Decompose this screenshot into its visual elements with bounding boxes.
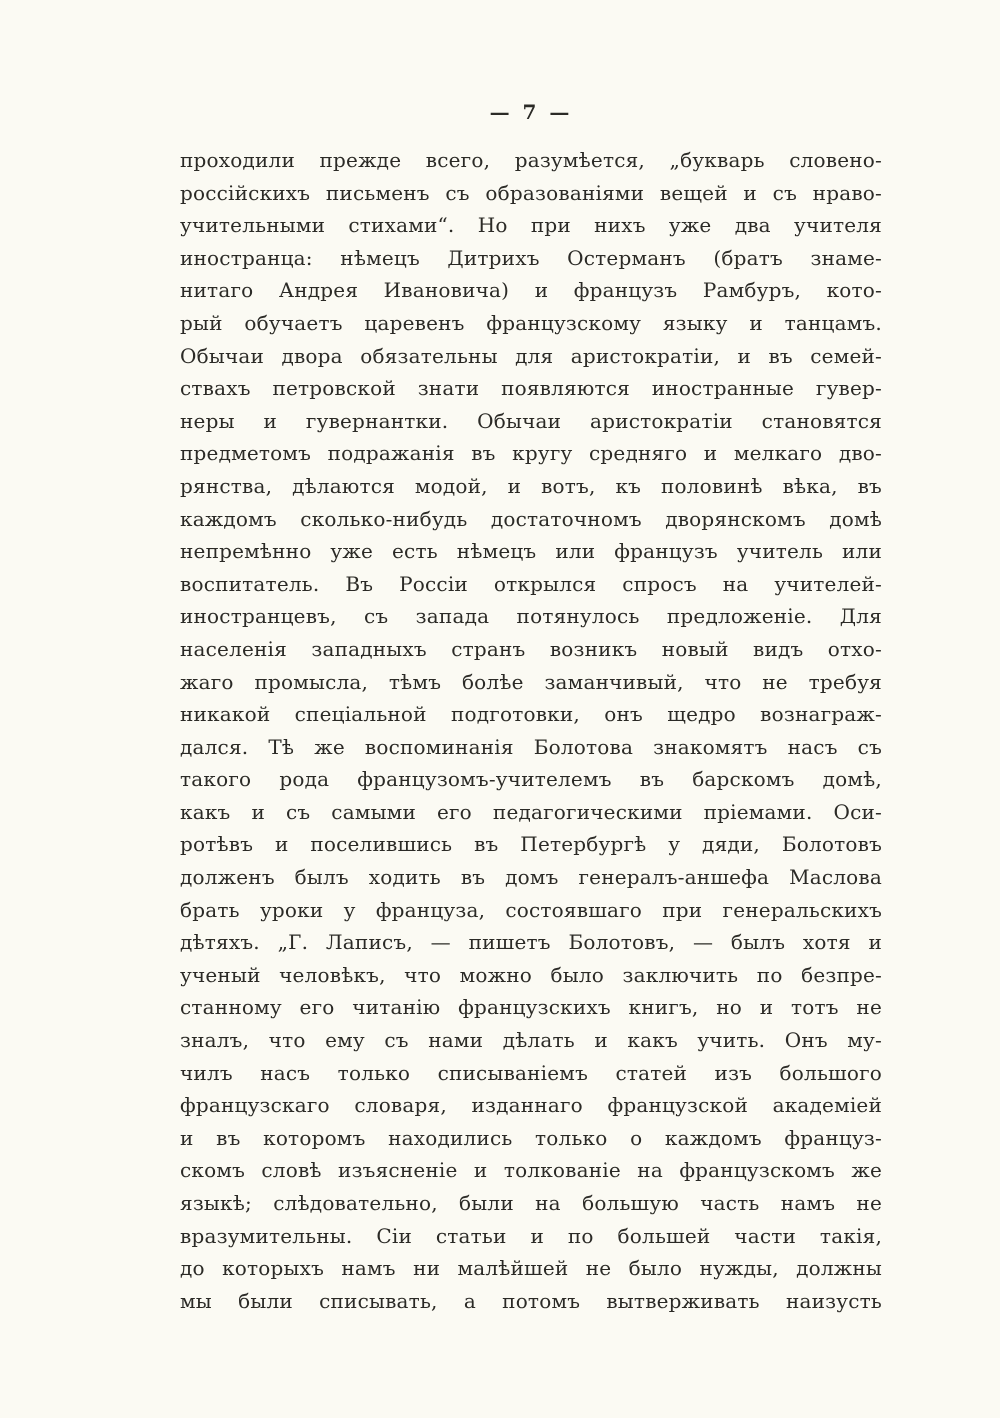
text-line: рый обучаетъ царевенъ французскому языку и танцамъ.: [180, 310, 882, 335]
text-line: долженъ былъ ходить въ домъ генералъ-аншефа Маслова: [180, 865, 882, 890]
page-text: [180, 144, 882, 1317]
text-line: проходили прежде всего, разумѣется, „букварь словено-: [180, 148, 882, 172]
text-line: рянства, дѣлаются модой, и вотъ, къ половинѣ вѣка, въ: [180, 473, 882, 498]
text-line: дался. Тѣ же воспоминанія Болотова знакомятъ насъ съ: [180, 734, 882, 759]
text-line: станному его читанію французскихъ книгъ, но и тотъ не: [180, 995, 882, 1020]
text-line: непремѣнно уже есть нѣмецъ или французъ учитель или: [180, 539, 882, 564]
text-line: каждомъ сколько-нибудь достаточномъ дворянскомъ домѣ: [180, 506, 882, 531]
text-line: иностранца: нѣмецъ Дитрихъ Остерманъ (братъ знаме-: [180, 245, 882, 270]
text-line: зналъ, что ему съ нами дѣлать и какъ учить. Онъ му-: [180, 1028, 882, 1053]
text-line: французскаго словаря, изданнаго французской академіей: [180, 1093, 882, 1118]
text-line: мы были списывать, а потомъ вытверживать наизусть: [180, 1288, 882, 1313]
text-line: нитаго Андрея Ивановича) и французъ Рамбуръ, кото-: [180, 278, 882, 303]
text-line: Обычаи двора обязательны для аристократіи, и въ семей-: [180, 343, 882, 368]
text-line: неры и гувернантки. Обычаи аристократіи становятся: [180, 408, 882, 433]
text-line: иностранцевъ, съ запада потянулось предложеніе. Для: [180, 604, 882, 629]
page-number: — 7 —: [489, 100, 573, 124]
text-line: брать уроки у француза, состоявшаго при генеральскихъ: [180, 897, 882, 922]
text-line: воспитатель. Въ Россіи открылся спросъ на учителей-: [180, 571, 882, 596]
text-line: до которыхъ намъ ни малѣйшей не было нужды, должны: [180, 1256, 882, 1281]
text-line: ствахъ петровской знати появляются иностранные гувер-: [180, 376, 882, 401]
text-line: и въ которомъ находились только о каждомъ француз-: [180, 1125, 882, 1150]
text-line: такого рода французомъ-учителемъ въ барскомъ домѣ,: [180, 767, 882, 792]
text-line: чилъ насъ только списываніемъ статей изъ большого: [180, 1060, 882, 1085]
text-line: ученый человѣкъ, что можно было заключить по безпре-: [180, 962, 882, 987]
text-line: вразумительны. Сіи статьи и по большей части такія,: [180, 1223, 882, 1248]
text-line: языкѣ; слѣдовательно, были на большую часть намъ не: [180, 1191, 882, 1215]
text-line: населенія западныхъ странъ возникъ новый видъ отхо-: [180, 636, 882, 661]
text-line: учительными стихами“. Но при нихъ уже два учителя: [180, 213, 882, 238]
text-line: какъ и съ самыми его педагогическими пріемами. Оси-: [180, 799, 882, 824]
text-line: дѣтяхъ. „Г. Лаписъ, — пишетъ Болотовъ, — былъ хотя и: [180, 930, 882, 955]
text-line: россійскихъ письменъ съ образованіями вещей и съ нраво-: [180, 180, 882, 205]
text-line: жаго промысла, тѣмъ болѣе заманчивый, что не требуя: [180, 669, 882, 694]
text-line: скомъ словѣ изъясненіе и толкованіе на французскомъ же: [180, 1158, 882, 1183]
text-line: ротѣвъ и поселившись въ Петербургѣ у дяди, Болотовъ: [180, 832, 882, 857]
book-page: [180, 100, 882, 1317]
text-line: предметомъ подражанія въ кругу средняго и мелкаго дво-: [180, 441, 882, 466]
text-line: никакой спеціальной подготовки, онъ щедро вознаграж-: [180, 702, 882, 727]
